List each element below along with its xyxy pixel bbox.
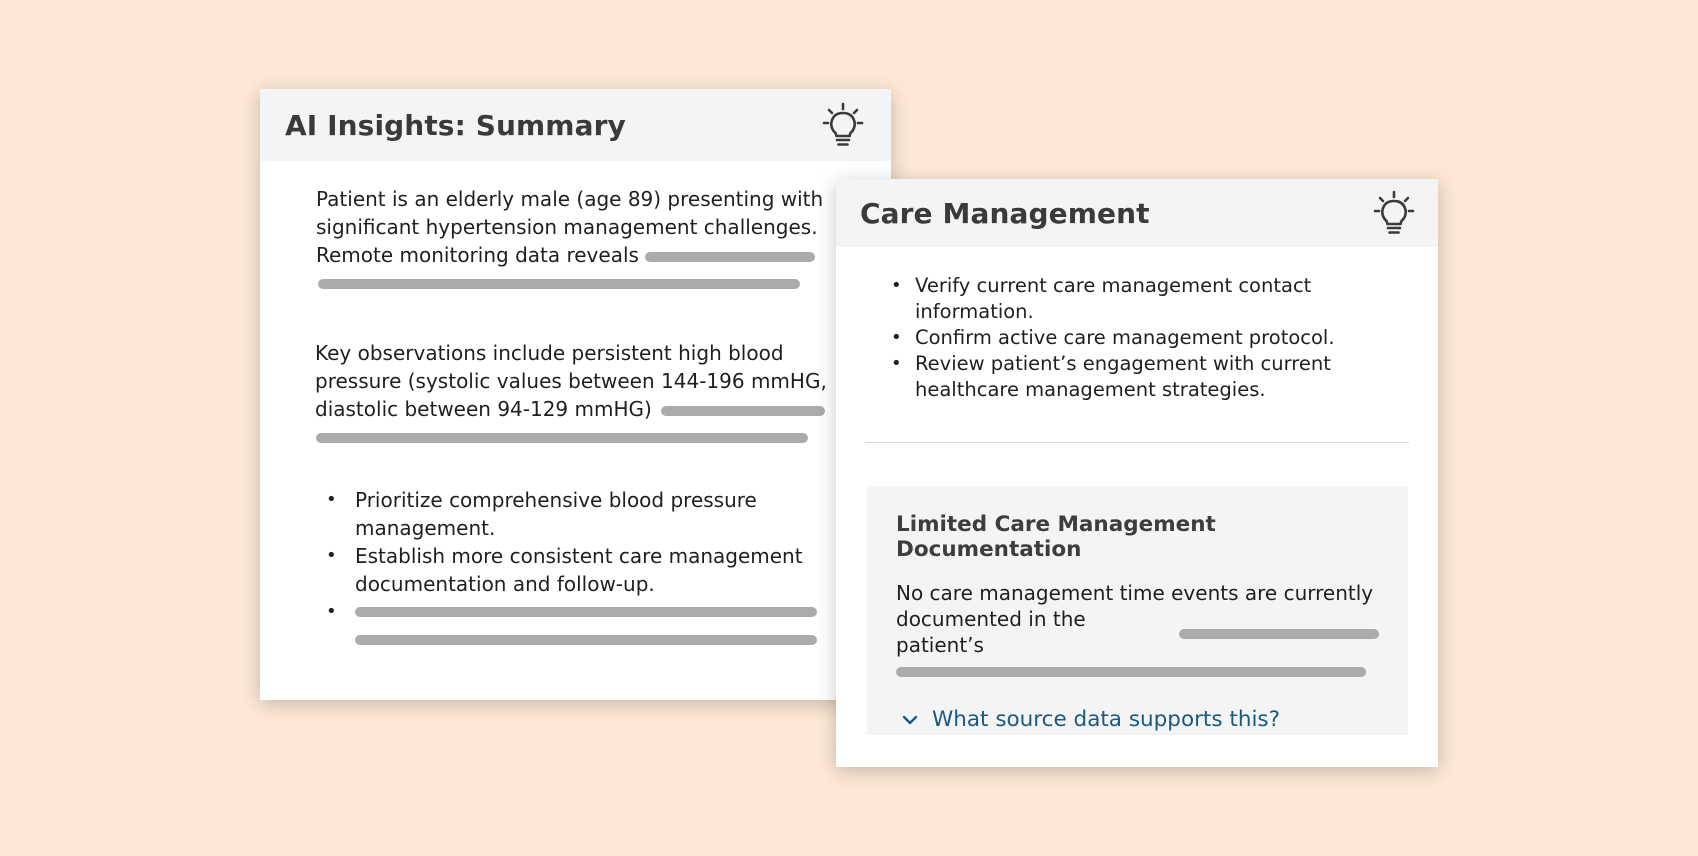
source-data-toggle[interactable] bbox=[896, 707, 1379, 732]
list-item bbox=[326, 542, 826, 598]
ai-insights-summary-card bbox=[260, 89, 891, 700]
list-item-line-2: information. bbox=[915, 300, 1034, 323]
summary-paragraph-1-line-2: significant hypertension management challenges. bbox=[316, 215, 818, 239]
list-item bbox=[326, 486, 826, 542]
section-divider bbox=[865, 442, 1409, 443]
redacted-text-bar bbox=[1179, 629, 1379, 639]
summary-recommendations-list bbox=[326, 486, 826, 654]
callout-title: Limited Care Management Documentation bbox=[896, 512, 1216, 562]
lightbulb-icon bbox=[821, 102, 865, 148]
chevron-down-icon bbox=[902, 714, 918, 726]
summary-paragraph-2-line-3-wrap bbox=[315, 395, 865, 423]
summary-paragraph-1 bbox=[316, 185, 856, 289]
redacted-text-bar bbox=[316, 433, 808, 443]
care-card-header bbox=[836, 179, 1438, 247]
redacted-line-wrap bbox=[355, 598, 826, 626]
source-data-link-label[interactable]: What source data supports this? bbox=[932, 707, 1281, 732]
care-management-card bbox=[836, 179, 1438, 767]
redacted-line-wrap bbox=[355, 626, 826, 654]
summary-paragraph-2-line-1: Key observations include persistent high blood bbox=[315, 341, 784, 365]
summary-paragraph-1-line-3-wrap bbox=[316, 241, 856, 269]
callout-text-line-2: documented in the patient’s bbox=[896, 607, 1086, 657]
summary-paragraph-1-line-1: Patient is an elderly male (age 89) presenting with bbox=[316, 187, 824, 211]
redacted-text-bar bbox=[318, 279, 800, 289]
list-item bbox=[326, 598, 826, 654]
summary-paragraph-2-line-3: diastolic between 94-129 mmHG) bbox=[315, 397, 652, 421]
summary-paragraph-2 bbox=[315, 339, 865, 443]
redacted-text-bar bbox=[355, 607, 817, 617]
summary-paragraph-1-line-3: Remote monitoring data reveals bbox=[316, 243, 639, 267]
list-item-line-2: documentation and follow-up. bbox=[355, 572, 655, 596]
summary-card-header bbox=[260, 89, 891, 161]
summary-paragraph-2-line-2: pressure (systolic values between 144-196 mmHG, bbox=[315, 369, 827, 393]
list-item-line-1: • Review patient’s engagement with current bbox=[915, 352, 1331, 375]
list-item-line-1: • Confirm active care management protocol. bbox=[915, 326, 1335, 349]
care-actions-list bbox=[891, 273, 1411, 403]
documentation-callout bbox=[867, 486, 1408, 735]
care-card-title: Care Management bbox=[860, 196, 1150, 230]
summary-card-title: AI Insights: Summary bbox=[285, 108, 626, 142]
list-item-line-1: • Establish more consistent care management bbox=[355, 544, 803, 568]
redacted-text-bar bbox=[645, 252, 815, 262]
lightbulb-icon bbox=[1372, 190, 1416, 236]
list-item-line-1: • Prioritize comprehensive blood pressure bbox=[355, 488, 757, 512]
list-item bbox=[891, 273, 1411, 325]
callout-text-line-1: No care management time events are currently bbox=[896, 581, 1374, 605]
callout-text-line-2-wrap bbox=[896, 606, 1379, 658]
redacted-text-bar bbox=[355, 635, 817, 645]
redacted-text-bar bbox=[661, 406, 825, 416]
list-item-line-2: healthcare management strategies. bbox=[915, 378, 1266, 401]
callout-text bbox=[896, 580, 1379, 677]
list-item-line-1: • Verify current care management contact bbox=[915, 274, 1312, 297]
redacted-text-bar bbox=[896, 667, 1366, 677]
list-item bbox=[891, 351, 1411, 403]
list-item-line-2: management. bbox=[355, 516, 496, 540]
list-item bbox=[891, 325, 1411, 351]
